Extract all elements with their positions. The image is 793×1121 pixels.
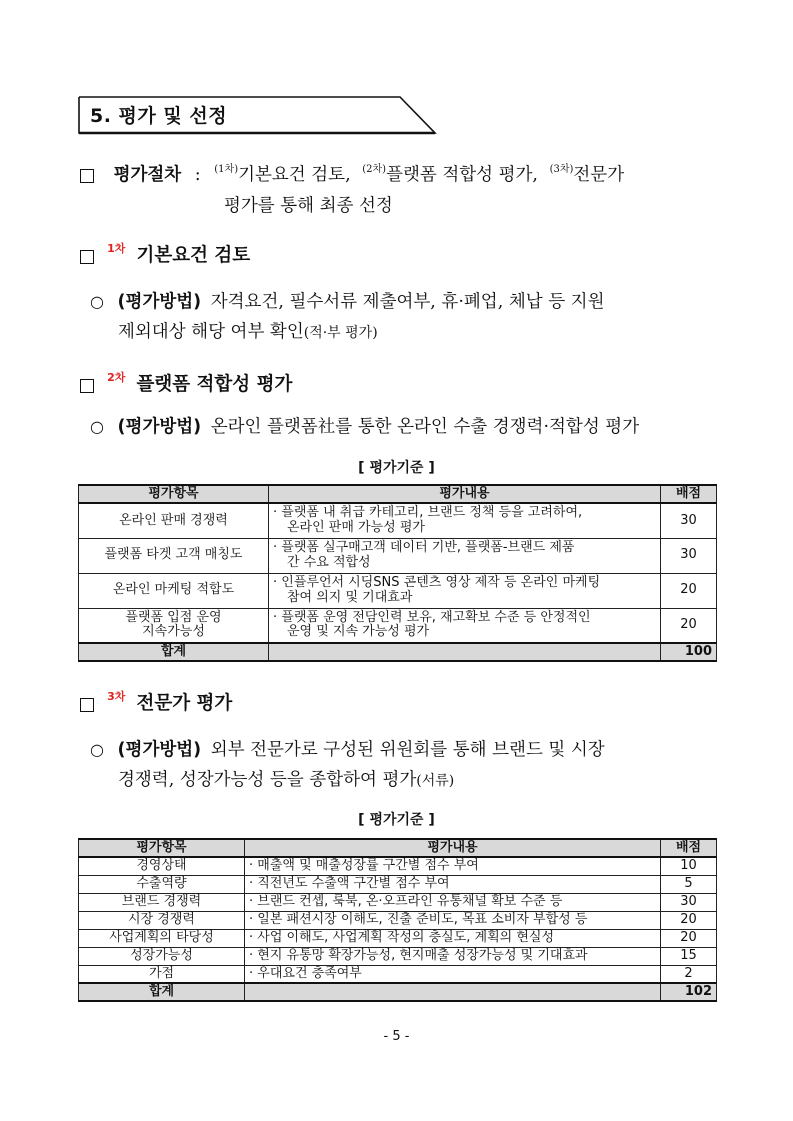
stage2-method-text: 온라인 플랫폼社를 통한 온라인 수출 경쟁력·적합성 평가 (210, 417, 640, 437)
table-total-row (79, 983, 717, 1001)
row-desc: · 일본 패션시장 이해도, 진출 준비도, 목표 소비자 부합성 등 (245, 911, 661, 929)
row-score: 15 (661, 947, 717, 965)
table-row (79, 608, 717, 643)
stage3-sup: 3차 (107, 690, 126, 703)
procedure-label: 평가절차 (113, 165, 182, 185)
procedure-step-3: 전문가 (573, 165, 625, 185)
stage1-title: 기본요건 검토 (136, 245, 251, 266)
row-desc (269, 538, 661, 573)
stage1-method-text: 자격요건, 필수서류 제출여부, 휴·폐업, 체납 등 지원 (210, 292, 605, 312)
stage3-title: 전문가 평가 (136, 693, 233, 714)
table-row (79, 875, 717, 893)
stage3-heading (80, 688, 232, 715)
row-item: 가점 (79, 965, 245, 983)
circle-bullet-icon: ○ (90, 740, 104, 759)
stage3-method-text-2: 경쟁력, 성장가능성 등을 종합하여 평가 (118, 770, 417, 790)
row-desc (269, 608, 661, 643)
section-title: 5. 평가 및 선정 (90, 105, 228, 127)
table-row (79, 857, 717, 875)
circle-bullet-icon: ○ (90, 417, 104, 436)
stage2-table-caption: [ 평가기준 ] (358, 460, 435, 476)
row-item (79, 608, 269, 643)
row-desc: · 사업 이해도, 사업계획 작성의 충실도, 계획의 현실성 (245, 929, 661, 947)
square-bullet-icon (80, 379, 94, 393)
stage3-criteria-table (78, 838, 717, 1002)
row-desc: · 직전년도 수출액 구간별 점수 부여 (245, 875, 661, 893)
total-score: 102 (661, 983, 717, 1001)
row-score: 20 (661, 573, 717, 608)
row-desc-line-1: · 인플루언서 시딩SNS 콘텐츠 영상 제작 등 온라인 마케팅 (273, 575, 601, 590)
square-bullet-icon (80, 169, 94, 183)
stage2-method-line-1 (90, 413, 639, 438)
row-item: 사업계획의 타당성 (79, 929, 245, 947)
row-score: 5 (661, 875, 717, 893)
row-item: 경영상태 (79, 857, 245, 875)
row-item: 수출역량 (79, 875, 245, 893)
table-row (79, 929, 717, 947)
procedure-line-1 (80, 160, 624, 186)
table-row (79, 573, 717, 608)
table-row (79, 911, 717, 929)
stage1-method-text-2: 제외대상 해당 여부 확인 (118, 322, 304, 342)
total-score: 100 (661, 643, 717, 661)
row-item: 온라인 판매 경쟁력 (79, 503, 269, 538)
stage1-method-line-2 (118, 318, 378, 343)
table-total-row (79, 643, 717, 661)
row-score: 10 (661, 857, 717, 875)
row-desc-line-1: · 플랫폼 내 취급 카테고리, 브랜드 정책 등을 고려하여, (273, 505, 583, 521)
table-row (79, 893, 717, 911)
stage1-method-line-1 (90, 288, 604, 313)
row-desc: · 브랜드 컨셉, 룩북, 온·오프라인 유통채널 확보 수준 등 (245, 893, 661, 911)
row-item: 시장 경쟁력 (79, 911, 245, 929)
row-score: 20 (661, 911, 717, 929)
row-desc (269, 503, 661, 538)
row-item: 온라인 마케팅 적합도 (79, 573, 269, 608)
row-desc-line-2: 운영 및 지속 가능성 평가 (287, 624, 430, 640)
section-header (78, 96, 436, 134)
stage1-heading (80, 240, 250, 267)
procedure-step-2: 플랫폼 적합성 평가, (386, 165, 538, 185)
row-desc-line-2: 참여 의지 및 기대효과 (287, 589, 413, 605)
stage3-method-line-1 (90, 736, 605, 761)
row-desc-line-2: 온라인 판매 가능성 평가 (287, 519, 425, 535)
total-empty (245, 983, 661, 1001)
procedure-line-2: 평가를 통해 최종 선정 (224, 196, 393, 216)
procedure-step-1: 기본요건 검토, (238, 165, 351, 185)
table-row (79, 538, 717, 573)
stage2-title: 플랫폼 적합성 평가 (136, 374, 293, 395)
stage3-method-note: (서류) (416, 773, 455, 789)
stage1-method-note: (적·부 평가) (303, 325, 378, 341)
total-empty (269, 643, 661, 661)
row-desc-line-1: · 플랫폼 실구매고객 데이터 기반, 플랫폼-브랜드 제품 (273, 540, 575, 555)
procedure-sup-3: (3차) (549, 164, 574, 175)
row-score: 2 (661, 965, 717, 983)
stage1-method-label: (평가방법) (117, 292, 202, 312)
row-score: 20 (661, 608, 717, 643)
row-item-line-1: 플랫폼 입점 운영 (125, 609, 222, 625)
square-bullet-icon (80, 698, 94, 712)
stage1-sup: 1차 (107, 242, 126, 255)
row-item-line-2: 지속가능성 (142, 624, 205, 640)
square-bullet-icon (80, 250, 94, 264)
table-row (79, 965, 717, 983)
table-row (79, 503, 717, 538)
table-header-content: 평가내용 (269, 485, 661, 503)
procedure-sup-1: (1차) (214, 164, 239, 175)
row-score: 20 (661, 929, 717, 947)
table-header-item: 평가항목 (79, 839, 245, 857)
table-header-score: 배점 (661, 839, 717, 857)
stage3-table-caption: [ 평가기준 ] (358, 812, 435, 828)
table-row (79, 947, 717, 965)
table-header-item: 평가항목 (79, 485, 269, 503)
total-label: 합계 (79, 643, 269, 661)
row-item: 브랜드 경쟁력 (79, 893, 245, 911)
page-number: - 5 - (383, 1029, 410, 1044)
row-item: 플랫폼 타겟 고객 매칭도 (79, 538, 269, 573)
stage3-method-text: 외부 전문가로 구성된 위원회를 통해 브랜드 및 시장 (210, 740, 605, 760)
row-desc: · 현지 유통망 확장가능성, 현지매출 성장가능성 및 기대효과 (245, 947, 661, 965)
total-label: 합계 (79, 983, 245, 1001)
row-score: 30 (661, 538, 717, 573)
table-header-content: 평가내용 (245, 839, 661, 857)
circle-bullet-icon: ○ (90, 292, 104, 311)
stage2-heading (80, 369, 292, 396)
row-desc: · 우대요건 충족여부 (245, 965, 661, 983)
stage3-method-line-2 (118, 766, 454, 791)
stage3-method-label: (평가방법) (117, 740, 202, 760)
stage2-sup: 2차 (107, 371, 126, 384)
procedure-colon: : (194, 165, 201, 185)
row-score: 30 (661, 893, 717, 911)
row-score: 30 (661, 503, 717, 538)
table-header-score: 배점 (661, 485, 717, 503)
procedure-sup-2: (2차) (362, 164, 387, 175)
row-desc-line-2: 간 수요 적합성 (287, 554, 371, 570)
stage2-method-label: (평가방법) (117, 417, 202, 437)
row-item: 성장가능성 (79, 947, 245, 965)
row-desc-line-1: · 플랫폼 운영 전담인력 보유, 재고확보 수준 등 안정적인 (273, 609, 591, 625)
row-desc (269, 573, 661, 608)
row-desc: · 매출액 및 매출성장률 구간별 점수 부여 (245, 857, 661, 875)
stage2-criteria-table (78, 484, 717, 662)
